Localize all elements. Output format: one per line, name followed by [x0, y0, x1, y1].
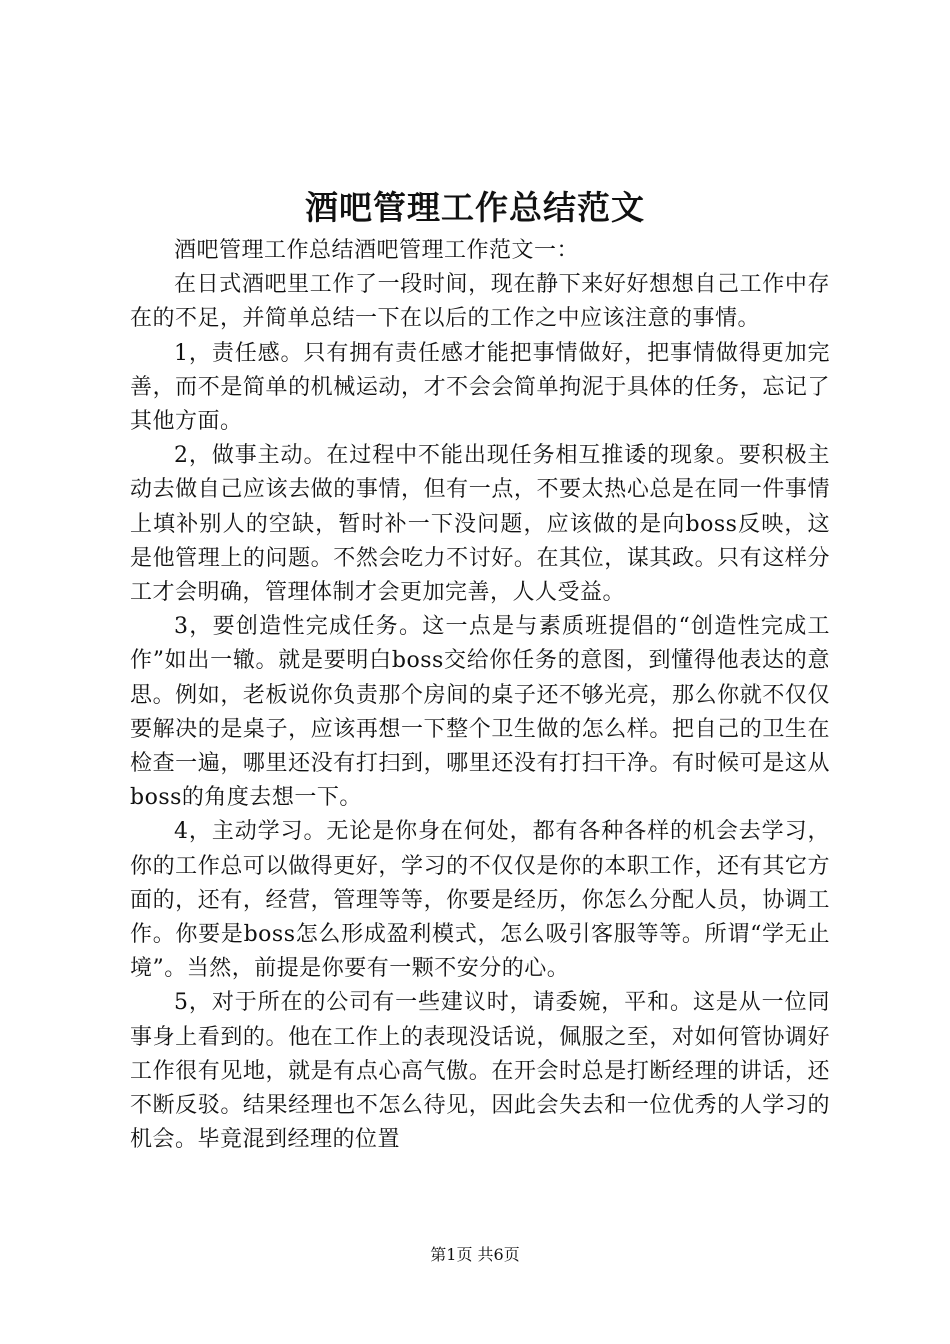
paragraph-opening: 在日式酒吧里工作了一段时间，现在静下来好好想想自己工作中存在的不足，并简单总结一下在以后的工作之中应该注意的事情。	[130, 272, 830, 332]
document-body	[130, 234, 830, 1157]
document-title: 酒吧管理工作总结范文	[305, 188, 645, 227]
paragraph-point-4: 4，主动学习。无论是你身在何处，都有各种各样的机会去学习，你的工作总可以做得更好，学习的不仅仅是你的本职工作，还有其它方面的，还有，经营，管理等等，你要是经历，你怎么分配人员，协调工作。你要是boss怎么形成盈利模式，怎么吸引客服等等。所谓“学无止境”。当然，前提是你要有一颗不安分的心。	[130, 819, 830, 982]
paragraph-point-5: 5，对于所在的公司有一些建议时，请委婉，平和。这是从一位同事身上看到的。他在工作上的表现没话说，佩服之至，对如何管协调好工作很有见地，就是有点心高气傲。在开会时总是打断经理的讲话，还不断反驳。结果经理也不怎么待见，因此会失去和一位优秀的人学习的机会。毕竟混到经理的位置	[130, 990, 830, 1153]
paragraph-point-1: 1，责任感。只有拥有责任感才能把事情做好，把事情做得更加完善，而不是简单的机械运动，才不会会简单拘泥于具体的任务，忘记了其他方面。	[130, 340, 830, 435]
paragraph-point-2: 2，做事主动。在过程中不能出现任务相互推诿的现象。要积极主动去做自己应该去做的事情，但有一点，不要太热心总是在同一件事情上填补别人的空缺，暂时补一下没问题，应该做的是向boss反映，这是他管理上的问题。不然会吃力不讨好。在其位，谋其政。只有这样分工才会明确，管理体制才会更加完善，人人受益。	[130, 443, 830, 606]
page-number-footer: 第1页 共6页	[430, 1245, 520, 1264]
paragraph-point-3: 3，要创造性完成任务。这一点是与素质班提倡的“创造性完成工作”如出一辙。就是要明白boss交给你任务的意图，到懂得他表达的意思。例如，老板说你负责那个房间的桌子还不够光亮，那么你就不仅仅要解决的是桌子，应该再想一下整个卫生做的怎么样。把自己的卫生在检查一遍，哪里还没有打扫到，哪里还没有打扫干净。有时候可是这从boss的角度去想一下。	[130, 614, 830, 811]
paragraph-intro: 酒吧管理工作总结酒吧管理工作范文一：	[174, 238, 580, 263]
